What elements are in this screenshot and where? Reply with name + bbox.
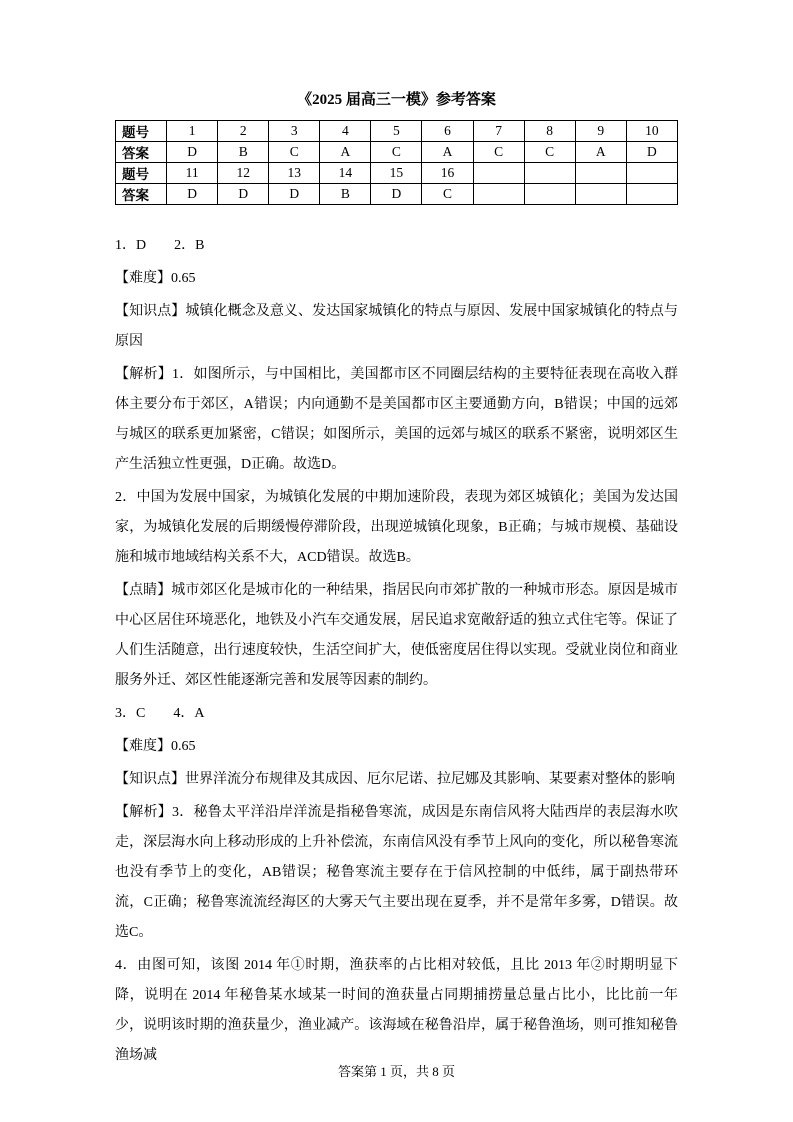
answer-cell: B [320,184,371,205]
answer-cell: 2 [218,121,269,142]
row-header-cell: 题号 [116,163,167,184]
answer-cell [575,163,626,184]
answer-table [115,120,678,205]
answer-cell [473,163,524,184]
answer-cell: 8 [524,121,575,142]
paragraph: 【知识点】世界洋流分布规律及其成因、厄尔尼诺、拉尼娜及其影响、某要素对整体的影响 [115,772,675,787]
answer-cell: 13 [269,163,320,184]
answer-cell: 16 [422,163,473,184]
answer-cell: A [320,142,371,163]
answer-cell [575,184,626,205]
answer-cell: A [422,142,473,163]
answer-cell: A [575,142,626,163]
answer-cell: 15 [371,163,422,184]
row-header-cell: 答案 [116,142,167,163]
answer-cell: D [626,142,677,163]
document-content [115,90,678,1074]
answer-cell: 7 [473,121,524,142]
answer-cell: 10 [626,121,677,142]
answer-cell: D [371,184,422,205]
answer-cell: 5 [371,121,422,142]
answer-table-body [116,121,678,205]
answer-cell: D [218,184,269,205]
answer-cell: 1 [167,121,218,142]
answer-cell: D [269,184,320,205]
answer-cell: B [218,142,269,163]
answer-table-row [116,163,678,184]
paragraph: 【难度】0.65 [115,271,196,286]
paragraph: 4．由图可知，该图 2014 年①时期，渔获率的占比相对较低，且比 2013 年②时期明显下降，说明在 2014 年秘鲁某水域某一时间的渔获量占同期捕捞量总量占比小，比比前一年少，说明该时期的渔获量少，渔业减产。该海域在秘鲁沿岸，属于秘鲁渔场，则可推知秘鲁渔场减 [115,958,678,1063]
answer-table-row [116,142,678,163]
row-header-cell: 题号 [116,121,167,142]
paragraph: 3．C 4．A [115,706,205,721]
answer-cell: D [167,142,218,163]
answer-cell: C [422,184,473,205]
paragraph: 2．中国为发展中国家，为城镇化发展的中期加速阶段，表现为郊区城镇化；美国为发达国家，为城镇化发展的后期缓慢停滞阶段，出现逆城镇化现象，B正确；与城市规模、基础设施和城市地域结构关系不大，ACD错误。故选B。 [115,490,678,565]
paragraph: 【解析】1．如图所示，与中国相比，美国都市区不同圈层结构的主要特征表现在高收入群体主要分布于郊区，A错误；内向通勤不是美国都市区主要通勤方向，B错误；中国的远郊与城区的联系更加紧密，C错误；如图所示，美国的远郊与城区的联系不紧密，说明郊区生产生活独立性更强，D正确。故选D。 [115,367,678,472]
answer-cell: C [371,142,422,163]
answer-cell: 4 [320,121,371,142]
answer-table-row [116,121,678,142]
answer-cell [524,163,575,184]
answer-cell [626,163,677,184]
answer-cell [626,184,677,205]
answer-cell: 11 [167,163,218,184]
answer-cell: C [524,142,575,163]
paragraph: 【解析】3．秘鲁太平洋沿岸洋流是指秘鲁寒流，成因是东南信风将大陆西岸的表层海水吹走，深层海水向上移动形成的上升补偿流，东南信风没有季节上风向的变化，所以秘鲁寒流也没有季节上的变化，AB错误；秘鲁寒流主要存在于信风控制的中低纬，属于副热带环流，C正确；秘鲁寒流流经海区的大雾天气主要出现在夏季，并不是常年多雾，D错误。故选C。 [115,805,678,940]
answer-cell: 12 [218,163,269,184]
page-footer: 答案第 1 页，共 8 页 [337,1064,455,1079]
document-title: 《2025 届高三一模》参考答案 [297,92,496,108]
answer-cell: D [167,184,218,205]
answer-cell [524,184,575,205]
answer-cell: 6 [422,121,473,142]
document-body [115,231,678,1071]
paragraph: 【难度】0.65 [115,739,196,754]
paragraph: 【点睛】城市郊区化是城市化的一种结果，指居民向市郊扩散的一种城市形态。原因是城市中心区居住环境恶化，地铁及小汽车交通发展，居民追求宽敞舒适的独立式住宅等。保证了人们生活随意，出行速度较快，生活空间扩大，使低密度居住得以实现。受就业岗位和商业服务外迁、郊区性能逐渐完善和发展等因素的制约。 [115,583,678,688]
row-header-cell: 答案 [116,184,167,205]
paragraph: 1．D 2．B [115,238,205,253]
answer-cell: 14 [320,163,371,184]
answer-cell: C [269,142,320,163]
answer-cell: 9 [575,121,626,142]
answer-cell [473,184,524,205]
paragraph: 【知识点】城镇化概念及意义、发达国家城镇化的特点与原因、发展中国家城镇化的特点与原因 [115,304,678,349]
answer-table-row [116,184,678,205]
answer-cell: C [473,142,524,163]
answer-cell: 3 [269,121,320,142]
